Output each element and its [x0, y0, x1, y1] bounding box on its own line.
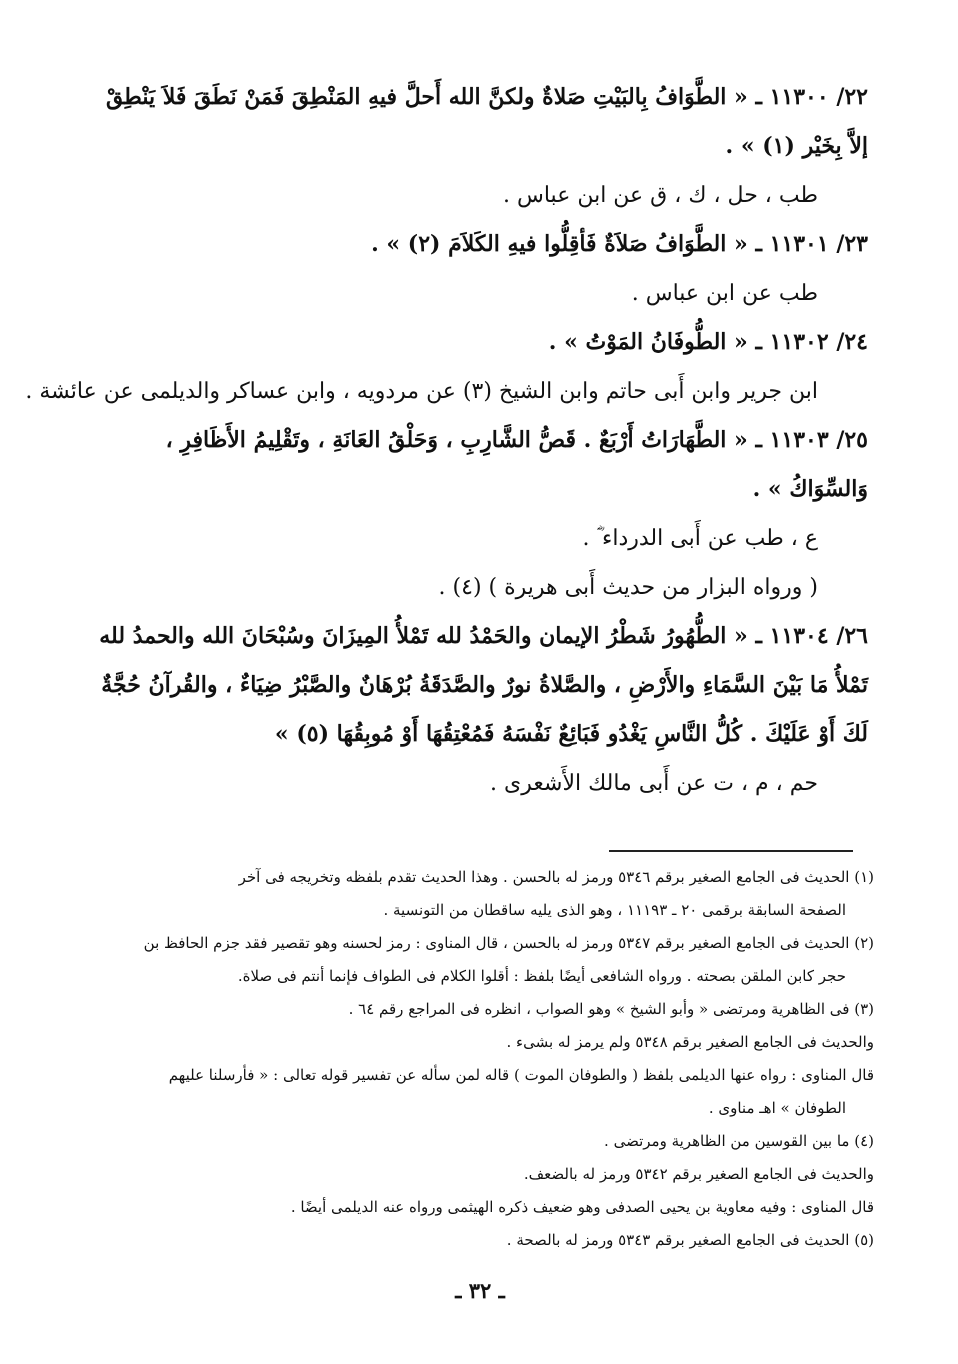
hadith-line: ٢٤/ ١١٣٠٢ ـ « الطُّوفَانُ المَوْتُ » .	[548, 329, 868, 355]
footnotes	[86, 866, 874, 1262]
page-number: ـ ٣٢ ـ	[455, 1278, 505, 1303]
source-line: طب ، حل ، ك ، ق عن ابن عباس .	[503, 183, 818, 208]
hadith-line: ٢٢/ ١١٣٠٠ ـ « الطَّوَافُ بِالبَيْتِ صَلاةٌ ولكنَّ الله أَحلَّ فيهِ المَنْطِقَ فَمَنْ نَطَقَ فَلاَ يَنْطِقْ	[105, 84, 868, 110]
source-line: ( ورواه البزار من حديث أَبى هريرة ) (٤) .	[438, 575, 818, 600]
hadith-line: وَالسِّوَاكُ » .	[752, 476, 868, 502]
source-line: ابن جرير وابن أَبى حاتم وابن الشيخ (٣) عن مردويه ، وابن عساكر والديلمى عن عائشة .	[25, 379, 818, 404]
hadith-line: لَكَ أَوْ عَلَيْكَ . كُلُّ النَّاسِ يَغْدُو فَبَائِعٌ نَفْسَهُ فَمُعْتِقُهَا أَوْ مُوبِقُهَا (٥) »	[274, 721, 868, 747]
source-line: حم ، م ، ت عن أَبى مالك الأَشعرى .	[490, 771, 818, 796]
footnote-line: قال المناوى : رواه عنها الديلمى بلفظ ( والطوفان الموت ) قاله لمن سأله عن تفسير قوله تعالى : « فأرسلنا عليهم	[168, 1066, 874, 1084]
footnote-line: (٢) الحديث فى الجامع الصغير برقم ٥٣٤٧ ورمز له بالحسن ، قال المناوى : رمز لحسنه وهو تقصير فقد جزم الحافظ بن	[143, 934, 874, 952]
footnote-line: (١) الحديث فى الجامع الصغير برقم ٥٣٤٦ ورمز له بالحسن . وهذا الحديث تقدم بلفظه وتخريجه فى آخر	[238, 868, 874, 886]
hadith-line: إلاَّ بِخَيْر (١) » .	[725, 133, 868, 159]
hadith-line: تَمْلأُ مَا بَيْنَ السَّمَاءِ والأَرْضِ ، والصَّلاةُ نورٌ والصَّدَقَةُ بُرْهَانٌ والصَّبْرُ ضِيَاءٌ ، والقُرآنُ حُجَّةٌ	[101, 672, 868, 698]
footnote-line: الطوفان » اهـ مناوى .	[708, 1099, 846, 1117]
hadith-line: ٢٦/ ١١٣٠٤ ـ « الطُّهُورُ شَطْرُ الإيمان والحَمْدُ لله تَمْلأُ المِيزَانَ وسُبْحَانَ الله والحمدُ لله	[99, 623, 868, 649]
footnote-line: قال المناوى : وفيه معاوية بن يحيى الصدفى وهو ضعيف ذكره الهيثمى ورواه عنه الديلمى أيضًا .	[290, 1198, 874, 1216]
source-line: طب عن ابن عباس .	[631, 281, 818, 306]
hadith-line: ٢٣/ ١١٣٠١ ـ « الطَّوَافُ صَلاَةٌ فَأقِلُّوا فيهِ الكَلاَمَ (٢) » .	[371, 231, 868, 257]
footnote-divider	[609, 850, 853, 852]
footnote-line: والحديث فى الجامع الصغير برقم ٥٣٤٨ ولم يرمز له بشىء .	[506, 1033, 874, 1051]
main-text	[25, 82, 868, 817]
footnote-line: (٥) الحديث فى الجامع الصغير برقم ٥٣٤٣ ورمز له بالصحة .	[506, 1231, 874, 1249]
footnote-line: (٣) فى الظاهرية ومرتضى « وأبو الشيخ » وهو الصواب ، انظره فى المراجع رقم ٦٤ .	[348, 1000, 874, 1018]
footnote-line: حجر كابن الملقن بصحته . ورواه الشافعى أيضًا بلفظ : أقلوا الكلام فى الطواف فإنما أنتم فى صلاة.	[237, 967, 846, 985]
footnote-line: الصفحة السابقة برقمى ٢٠ ـ ١١١٩٣ ، وهو الذى يليه ساقطان من التونسية .	[383, 901, 846, 919]
source-line: ع ، طب عن أَبى الدرداء ؓ .	[582, 526, 818, 551]
footnote-line: (٤) ما بين القوسين من الظاهرية ومرتضى .	[604, 1132, 874, 1150]
hadith-line: ٢٥/ ١١٣٠٣ ـ « الطَّهَارَاتُ أَرْبَعٌ . قَصُّ الشَّارِبِ ، وَحَلْقُ العَانَةِ ، وتَقْلِيمُ الأَظَافِرِ ،	[165, 427, 868, 453]
footnote-line: والحديث فى الجامع الصغير برقم ٥٣٤٢ ورمز له بالضعف.	[523, 1165, 874, 1183]
